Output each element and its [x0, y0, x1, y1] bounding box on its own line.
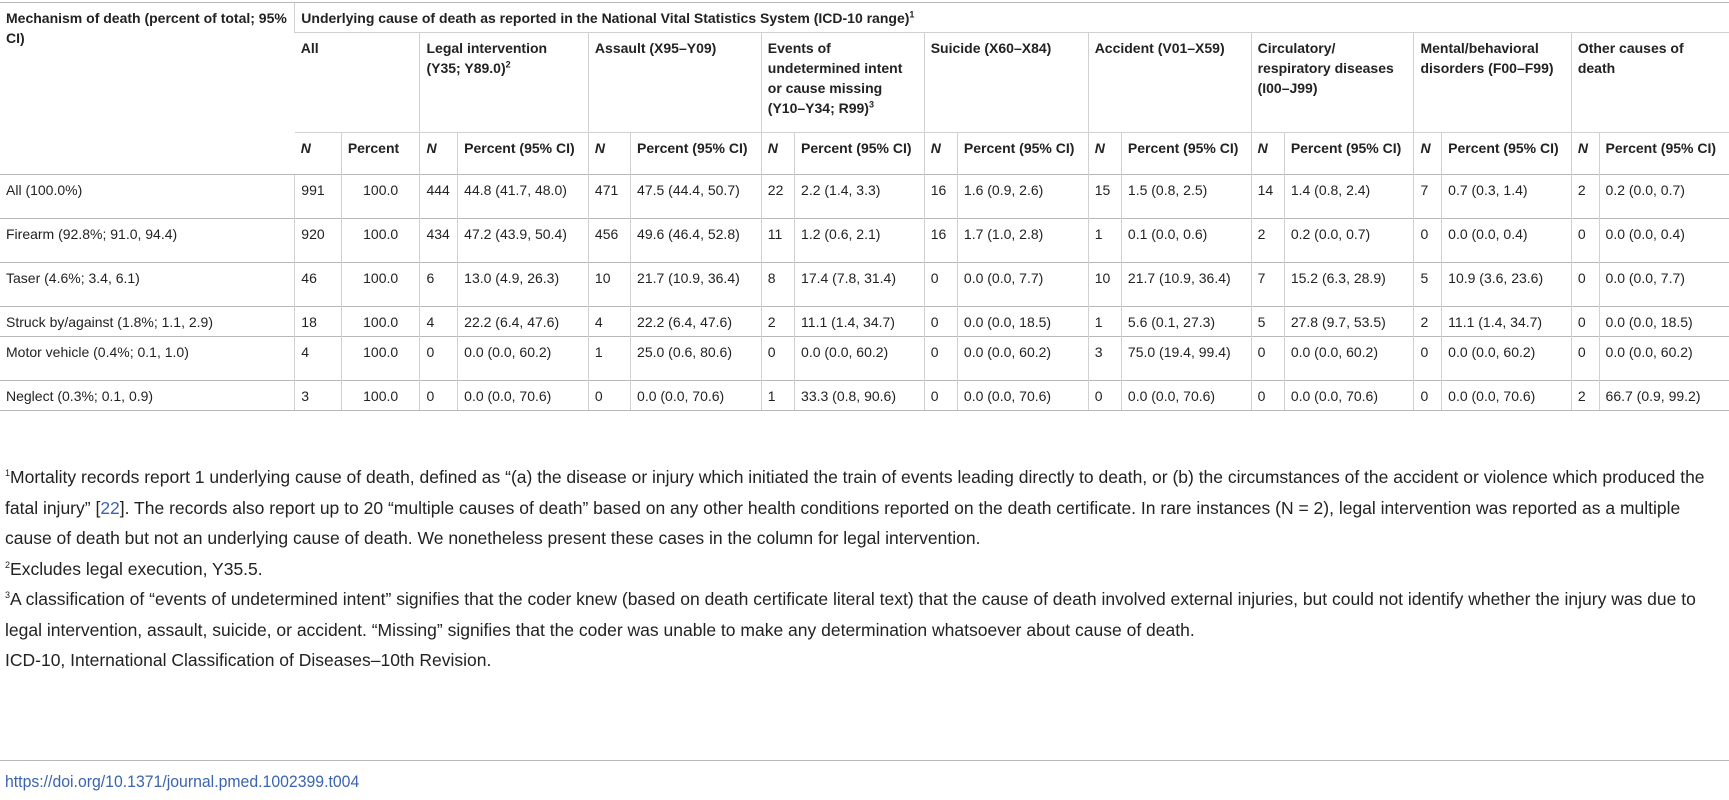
row-label: Neglect (0.3%; 0.1, 0.9) — [0, 381, 295, 411]
cell-n: 0 — [588, 381, 630, 411]
cell-percent: 33.3 (0.8, 90.6) — [795, 381, 925, 411]
group-header — [1571, 33, 1729, 133]
cell-percent: 0.0 (0.0, 60.2) — [458, 337, 589, 381]
cell-percent: 0.2 (0.0, 0.7) — [1284, 219, 1414, 263]
cell-n: 11 — [761, 219, 794, 263]
span-header-footnote-marker: 1 — [909, 9, 915, 20]
cell-percent: 100.0 — [341, 337, 420, 381]
cell-n: 16 — [924, 175, 957, 219]
sub-header-percent: Percent (95% CI) — [1284, 133, 1414, 175]
cell-n: 456 — [588, 219, 630, 263]
cell-n: 2 — [761, 307, 794, 337]
cell-percent: 0.0 (0.0, 60.2) — [1284, 337, 1414, 381]
cell-percent: 100.0 — [341, 219, 420, 263]
cell-n: 444 — [420, 175, 458, 219]
cell-percent: 0.0 (0.0, 70.6) — [1284, 381, 1414, 411]
row-label: Struck by/against (1.8%; 1.1, 2.9) — [0, 307, 295, 337]
cell-n: 0 — [1414, 219, 1442, 263]
group-header-label: Circulatory/ respiratory diseases (I00–J99) — [1257, 40, 1394, 96]
footnote-1-text-a: Mortality records report 1 underlying cause of death, defined as “(a) the disease or injury which initiated the train of events leading directly to death, or (b) the circumstances of the accident or violence which produced the fatal injury” [ — [5, 467, 1705, 518]
sub-header-n: N — [1571, 133, 1599, 175]
cell-n: 2 — [1251, 219, 1284, 263]
cell-n: 15 — [1088, 175, 1121, 219]
cell-percent: 66.7 (0.9, 99.2) — [1599, 381, 1729, 411]
sub-header-n: N — [924, 133, 957, 175]
cell-n: 7 — [1414, 175, 1442, 219]
cell-n: 0 — [761, 337, 794, 381]
cell-n: 1 — [1088, 307, 1121, 337]
sub-header-percent: Percent (95% CI) — [1442, 133, 1572, 175]
sub-header-percent: Percent (95% CI) — [458, 133, 589, 175]
table-row — [0, 381, 1729, 411]
cell-n: 16 — [924, 219, 957, 263]
cell-percent: 21.7 (10.9, 36.4) — [631, 263, 762, 307]
footnote-1 — [5, 462, 1724, 554]
cell-percent: 27.8 (9.7, 53.5) — [1284, 307, 1414, 337]
cell-percent: 100.0 — [341, 263, 420, 307]
cell-percent: 0.7 (0.3, 1.4) — [1442, 175, 1572, 219]
cell-n: 471 — [588, 175, 630, 219]
cell-n: 8 — [761, 263, 794, 307]
cell-n: 0 — [1088, 381, 1121, 411]
group-header-label: Legal intervention (Y35; Y89.0) — [426, 40, 548, 76]
cell-percent: 0.0 (0.0, 70.6) — [957, 381, 1088, 411]
sub-header-percent: Percent (95% CI) — [1121, 133, 1251, 175]
cell-percent: 0.0 (0.0, 60.2) — [957, 337, 1088, 381]
cell-n: 0 — [924, 263, 957, 307]
cell-percent: 0.0 (0.0, 70.6) — [631, 381, 762, 411]
footnote-2-text: Excludes legal execution, Y35.5. — [10, 558, 263, 579]
sub-header-n: N — [1414, 133, 1442, 175]
footnote-3-text: A classification of “events of undetermined intent” signifies that the coder knew (based on death certificate literal text) that the cause of death involved external injuries, but could not identify whether the injury was due to legal intervention, assault, suicide, or accident. “Missing” signifies that the coder was unable to make any determination whatsoever about cause of death. — [5, 589, 1696, 640]
group-header — [1414, 33, 1571, 133]
sub-header-n: N — [761, 133, 794, 175]
cell-n: 0 — [1414, 381, 1442, 411]
cell-n: 2 — [1414, 307, 1442, 337]
sub-header-n: N — [1088, 133, 1121, 175]
cell-percent: 13.0 (4.9, 26.3) — [458, 263, 589, 307]
table-row — [0, 263, 1729, 307]
footnote-3 — [5, 584, 1724, 645]
cell-n: 920 — [295, 219, 342, 263]
data-table — [0, 2, 1729, 411]
group-header — [295, 33, 420, 133]
sub-header-percent: Percent — [341, 133, 420, 175]
cell-n: 46 — [295, 263, 342, 307]
cell-percent: 0.0 (0.0, 70.6) — [458, 381, 589, 411]
cell-percent: 0.0 (0.0, 0.4) — [1599, 219, 1729, 263]
cell-percent: 1.2 (0.6, 2.1) — [795, 219, 925, 263]
corner-header-text: Mechanism of death (percent of total; 95% CI) — [6, 10, 287, 46]
group-header-label: Events of undetermined intent or cause missing (Y10–Y34; R99) — [767, 40, 903, 116]
cell-n: 10 — [1088, 263, 1121, 307]
footnote-3-marker: 3 — [5, 590, 11, 601]
cell-percent: 17.4 (7.8, 31.4) — [795, 263, 925, 307]
cell-percent: 0.0 (0.0, 60.2) — [1599, 337, 1729, 381]
cell-percent: 1.4 (0.8, 2.4) — [1284, 175, 1414, 219]
cell-percent: 0.0 (0.0, 7.7) — [1599, 263, 1729, 307]
group-header-label: Mental/behavioral disorders (F00–F99) — [1420, 40, 1554, 76]
cell-n: 18 — [295, 307, 342, 337]
cell-percent: 22.2 (6.4, 47.6) — [631, 307, 762, 337]
cell-n: 3 — [295, 381, 342, 411]
cell-n: 6 — [420, 263, 458, 307]
cell-percent: 21.7 (10.9, 36.4) — [1121, 263, 1251, 307]
cell-n: 2 — [1571, 175, 1599, 219]
cell-percent: 0.1 (0.0, 0.6) — [1121, 219, 1251, 263]
cell-percent: 22.2 (6.4, 47.6) — [458, 307, 589, 337]
table-row — [0, 307, 1729, 337]
reference-link-22[interactable]: 22 — [100, 497, 120, 518]
cell-percent: 100.0 — [341, 175, 420, 219]
cell-n: 0 — [924, 381, 957, 411]
sub-header-n: N — [1251, 133, 1284, 175]
cell-percent: 0.0 (0.0, 0.4) — [1442, 219, 1572, 263]
table-footnotes — [5, 462, 1724, 676]
abbreviation-note: ICD-10, International Classification of Diseases–10th Revision. — [5, 650, 492, 670]
cell-percent: 0.0 (0.0, 60.2) — [1442, 337, 1572, 381]
row-label: Motor vehicle (0.4%; 0.1, 1.0) — [0, 337, 295, 381]
row-label: All (100.0%) — [0, 175, 295, 219]
group-header — [588, 33, 761, 133]
cell-percent: 0.0 (0.0, 18.5) — [957, 307, 1088, 337]
cell-percent: 49.6 (46.4, 52.8) — [631, 219, 762, 263]
header-row-top — [0, 3, 1729, 33]
cell-n: 434 — [420, 219, 458, 263]
sub-header-percent: Percent (95% CI) — [795, 133, 925, 175]
cell-percent: 0.0 (0.0, 7.7) — [957, 263, 1088, 307]
cell-percent: 5.6 (0.1, 27.3) — [1121, 307, 1251, 337]
cell-n: 0 — [1571, 307, 1599, 337]
cell-percent: 10.9 (3.6, 23.6) — [1442, 263, 1572, 307]
cell-percent: 0.0 (0.0, 70.6) — [1442, 381, 1572, 411]
cell-percent: 0.2 (0.0, 0.7) — [1599, 175, 1729, 219]
footer-divider — [0, 760, 1729, 761]
cell-percent: 1.7 (1.0, 2.8) — [957, 219, 1088, 263]
cell-percent: 25.0 (0.6, 80.6) — [631, 337, 762, 381]
group-header-label: Other causes of death — [1577, 40, 1684, 76]
cell-n: 0 — [1251, 381, 1284, 411]
cell-percent: 0.0 (0.0, 60.2) — [795, 337, 925, 381]
cell-n: 0 — [420, 381, 458, 411]
group-header — [1251, 33, 1414, 133]
group-header-label: Assault (X95–Y09) — [594, 40, 717, 56]
cell-n: 0 — [1571, 337, 1599, 381]
cell-percent: 1.6 (0.9, 2.6) — [957, 175, 1088, 219]
cell-n: 4 — [588, 307, 630, 337]
footnote-1-text-b: ]. The records also report up to 20 “multiple causes of death” based on any other health conditions reported on the death certificate. In rare instances (N = 2), legal intervention was reported as a multiple cause of death but not an underlying cause of death. We nonetheless present these cases in the column for legal intervention. — [5, 497, 1681, 548]
group-header-footnote-marker: 3 — [868, 99, 874, 110]
cell-n: 7 — [1251, 263, 1284, 307]
cell-percent: 11.1 (1.4, 34.7) — [795, 307, 925, 337]
cell-n: 0 — [420, 337, 458, 381]
cell-n: 1 — [761, 381, 794, 411]
cell-percent: 44.8 (41.7, 48.0) — [458, 175, 589, 219]
cell-n: 1 — [588, 337, 630, 381]
sub-header-percent: Percent (95% CI) — [1599, 133, 1729, 175]
sub-header-n: N — [588, 133, 630, 175]
cell-n: 22 — [761, 175, 794, 219]
cell-percent: 100.0 — [341, 307, 420, 337]
cell-n: 0 — [1571, 263, 1599, 307]
cell-percent: 100.0 — [341, 381, 420, 411]
cell-n: 4 — [295, 337, 342, 381]
cell-percent: 47.5 (44.4, 50.7) — [631, 175, 762, 219]
row-label: Firearm (92.8%; 91.0, 94.4) — [0, 219, 295, 263]
group-header-footnote-marker: 2 — [505, 59, 511, 70]
footnote-1-marker: 1 — [5, 468, 11, 479]
footnote-2-marker: 2 — [5, 559, 11, 570]
cell-percent: 1.5 (0.8, 2.5) — [1121, 175, 1251, 219]
cell-percent: 11.1 (1.4, 34.7) — [1442, 307, 1572, 337]
sub-header-percent: Percent (95% CI) — [631, 133, 762, 175]
cell-percent: 0.0 (0.0, 18.5) — [1599, 307, 1729, 337]
cell-n: 1 — [1088, 219, 1121, 263]
group-header-label: Accident (V01–X59) — [1094, 40, 1225, 56]
cell-n: 0 — [1571, 219, 1599, 263]
cell-percent: 2.2 (1.4, 3.3) — [795, 175, 925, 219]
sub-header-n: N — [295, 133, 342, 175]
cell-n: 0 — [924, 337, 957, 381]
group-header — [420, 33, 588, 133]
cell-n: 5 — [1251, 307, 1284, 337]
group-header — [761, 33, 924, 133]
group-header — [1088, 33, 1251, 133]
cell-percent: 15.2 (6.3, 28.9) — [1284, 263, 1414, 307]
span-header-text: Underlying cause of death as reported in the National Vital Statistics System (ICD-10 range) — [301, 10, 910, 26]
row-label: Taser (4.6%; 3.4, 6.1) — [0, 263, 295, 307]
doi-link[interactable]: https://doi.org/10.1371/journal.pmed.1002399.t004 — [5, 772, 360, 791]
cell-n: 4 — [420, 307, 458, 337]
cell-n: 3 — [1088, 337, 1121, 381]
cell-n: 2 — [1571, 381, 1599, 411]
corner-header — [0, 3, 295, 175]
sub-header-n: N — [420, 133, 458, 175]
cell-n: 10 — [588, 263, 630, 307]
cell-n: 14 — [1251, 175, 1284, 219]
cell-n: 0 — [924, 307, 957, 337]
cell-percent: 75.0 (19.4, 99.4) — [1121, 337, 1251, 381]
cell-n: 5 — [1414, 263, 1442, 307]
group-header-label: Suicide (X60–X84) — [930, 40, 1052, 56]
table-row — [0, 175, 1729, 219]
cell-n: 0 — [1251, 337, 1284, 381]
cell-percent: 47.2 (43.9, 50.4) — [458, 219, 589, 263]
sub-header-percent: Percent (95% CI) — [957, 133, 1088, 175]
group-header-label: All — [300, 40, 319, 56]
table-row — [0, 337, 1729, 381]
span-header — [295, 3, 1729, 33]
cell-n: 991 — [295, 175, 342, 219]
table-row — [0, 219, 1729, 263]
cell-percent: 0.0 (0.0, 70.6) — [1121, 381, 1251, 411]
cell-n: 0 — [1414, 337, 1442, 381]
group-header — [924, 33, 1088, 133]
footnote-2 — [5, 554, 1724, 585]
